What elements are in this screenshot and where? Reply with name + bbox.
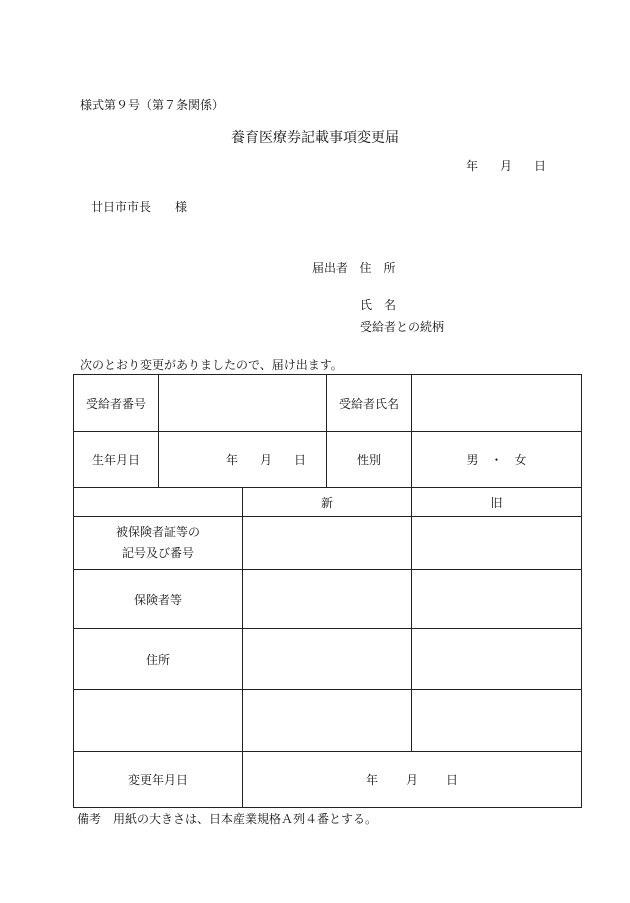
birth-day-label: 日 [293, 453, 306, 467]
gender-options[interactable]: 男 ・ 女 [412, 432, 582, 488]
birth-year-label: 年 [225, 453, 238, 467]
new-old-header-row [74, 488, 582, 517]
change-date-row [74, 752, 582, 808]
change-form-table [73, 374, 582, 808]
applicant-label: 届出者 [312, 261, 349, 275]
address-old-field[interactable] [412, 629, 582, 690]
blank-header-cell [74, 488, 243, 517]
insurer-new-field[interactable] [243, 570, 412, 629]
change-date-field[interactable] [243, 752, 582, 808]
change-month-label: 月 [405, 773, 418, 787]
insurance-card-label-line2: 記号及び番号 [121, 546, 194, 560]
address-row [74, 629, 582, 690]
extra-row [74, 690, 582, 752]
recipient-number-field[interactable] [159, 375, 327, 432]
applicant-name-label: 氏 名 [360, 298, 397, 312]
form-number: 様式第９号（第７条関係） [80, 98, 225, 112]
applicant-address-row [312, 259, 395, 276]
footnote: 備考 用紙の大きさは、日本産業規格Ａ列４番とする。 [77, 812, 378, 826]
date-month-label: 月 [500, 159, 513, 173]
birth-date-label: 生年月日 [74, 432, 159, 488]
insurance-card-label-line1: 被保険者証等の [115, 525, 200, 539]
insurance-card-new-field[interactable] [243, 517, 412, 570]
address-new-field[interactable] [243, 629, 412, 690]
old-column-header: 旧 [412, 488, 582, 517]
applicant-address-label: 住 所 [359, 261, 396, 275]
change-date-label: 変更年月日 [74, 752, 243, 808]
insurance-card-label [74, 517, 243, 570]
submission-date [466, 157, 546, 174]
recipient-number-label: 受給者番号 [74, 375, 159, 432]
insurer-old-field[interactable] [412, 570, 582, 629]
addressee: 廿日市市長 様 [91, 200, 188, 214]
gender-label: 性別 [327, 432, 412, 488]
recipient-name-label: 受給者氏名 [327, 375, 412, 432]
extra-new-field[interactable] [243, 690, 412, 752]
applicant-relation-label: 受給者との続柄 [360, 320, 445, 334]
change-year-label: 年 [365, 773, 378, 787]
new-column-header: 新 [243, 488, 412, 517]
page-title: 養育医療券記載事項変更届 [231, 130, 399, 146]
insurance-card-old-field[interactable] [412, 517, 582, 570]
address-label: 住所 [74, 629, 243, 690]
insurer-row [74, 570, 582, 629]
birth-month-label: 月 [259, 453, 272, 467]
date-year-label: 年 [466, 159, 479, 173]
extra-old-field[interactable] [412, 690, 582, 752]
insurance-card-row [74, 517, 582, 570]
change-day-label: 日 [446, 773, 459, 787]
birth-date-field[interactable] [159, 432, 327, 488]
insurer-label: 保険者等 [74, 570, 243, 629]
date-day-label: 日 [534, 159, 547, 173]
recipient-row [74, 375, 582, 432]
intro-text: 次のとおり変更がありましたので、届け出ます。 [80, 358, 343, 372]
recipient-name-field[interactable] [412, 375, 582, 432]
extra-label-field[interactable] [74, 690, 243, 752]
birth-gender-row [74, 432, 582, 488]
